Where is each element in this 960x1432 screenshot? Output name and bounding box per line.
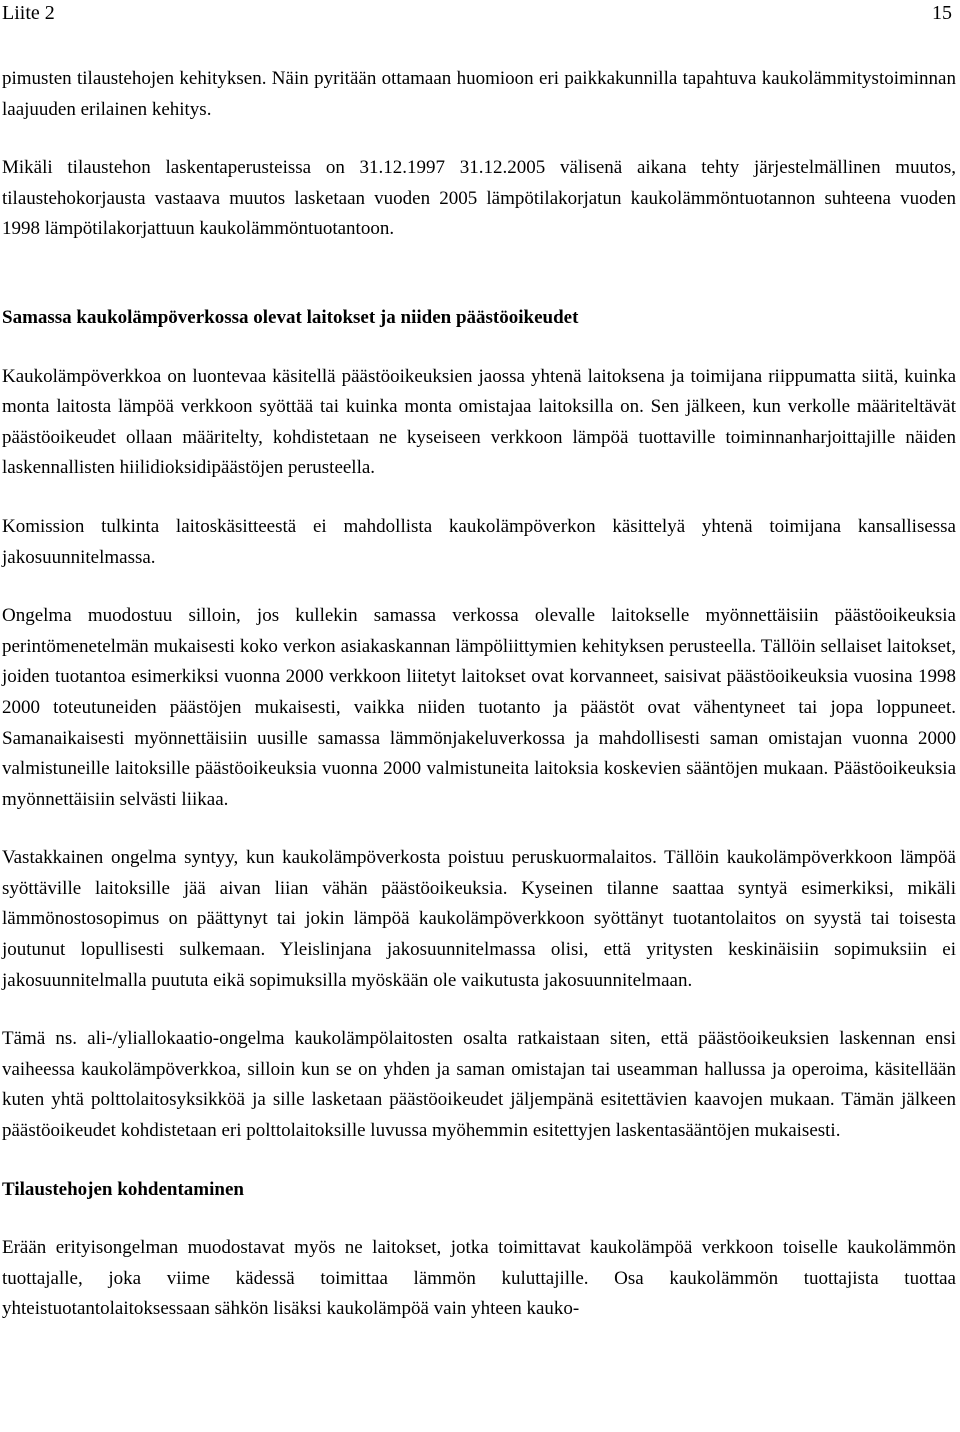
paragraph-tilausteho-change: Mikäli tilaustehon laskentaperusteissa on 31.12.1997 31.12.2005 välisenä aikana tehty järjestelmällinen muutos, tilaustehokorjausta vastaava muutos lasketaan vuoden 2005 lämpötilakorjatun kaukolämmöntuotannon suhteena vuoden 1998 lämpötilakorjattuun kaukolämmöntuotantoon.: [2, 157, 956, 240]
page-number: 15: [932, 2, 952, 24]
paragraph-overallocation: Ongelma muodostuu silloin, jos kullekin samassa verkossa olevalle laitokselle myönnettäisiin päästöoikeuksia perintömenetelmän mukaisesti koko verkon asiakaskannan lämpöliittymien kehityksen perusteella. Tällöin sellaiset laitokset, joiden tuotantoa esimerkiksi vuonna 2000 verkkoon liitetyt laitokset ovat korvanneet, saisivat päästöoikeuksia vuosina 1998 2000 toteutuneiden päästöjen mukaisesti, vaikka niiden tuotanto ja päästöt ovat vähentyneet tai jopa loppuneet. Samanaikaisesti myönnettäisiin uusille samassa lämmönjakeluverkossa ja mahdollisesti saman omistajan vuonna 2000 valmistuneille laitoksille päästöoikeuksia vuonna 2000 valmistuneita laitoksia koskevien sääntöjen mukaan. Päästöoikeuksia myönnettäisiin selvästi liikaa.: [2, 605, 956, 810]
paragraph-intro: pimusten tilaustehojen kehityksen. Näin pyritään ottamaan huomioon eri paikkakunnilla tapahtuva kaukolämmitystoiminnan laajuuden erilainen kehitys.: [2, 68, 956, 120]
paragraph-network-as-unit: Kaukolämpöverkkoa on luontevaa käsitellä päästöoikeuksien jaossa yhtenä laitoksena ja toimijana riippumatta siitä, kuinka monta laitosta lämpöä verkkoon syöttää tai kuinka monta omistajaa laitoksilla on. Sen jälkeen, kun verkolle määriteltävät päästöoikeudet ollaan määritelty, kohdistetaan ne kyseiseen verkkoon lämpöä tuottaville toiminnanharjoittajille näiden laskennallisten hiilidioksidipäästöjen perusteella.: [2, 365, 956, 479]
paragraph-special-problem: Erään erityisongelman muodostavat myös ne laitokset, jotka toimittavat kaukolämpöä verkkoon toiselle kaukolämmön tuottajalle, joka viime kädessä toimittaa lämmön kuluttajille. Osa kaukolämmön tuottajista tuottaa yhteistuotantolaitoksessaan sähkön lisäksi kaukolämpöä vain yhteen kauko-: [2, 1237, 956, 1320]
appendix-label: Liite 2: [2, 2, 55, 24]
document-body: [2, 64, 956, 1325]
paragraph-underallocation: Vastakkainen ongelma syntyy, kun kaukolämpöverkosta poistuu peruskuormalaitos. Tällöin kaukolämpöverkkoon lämpöä syöttäville laitoksille jää aivan liian vähän päästöoikeuksia. Kyseinen tilanne saattaa syntyä esimerkiksi, mikäli lämmönostosopimus on päättynyt tai jokin lämpöä kaukolämpöverkkoon syöttänyt tuotantolaitos on syystä tai toisesta joutunut lopullisesti sulkemaan. Yleislinjana jakosuunnitelmassa olisi, että yritysten keskinäisiin sopimuksiin ei jakosuunnitelmalla puututa eikä sopimuksilla myöskään ole vaikutusta jakosuunnitelmaan.: [2, 847, 956, 991]
heading-network-plants: Samassa kaukolämpöverkossa olevat laitokset ja niiden päästöoikeudet: [2, 306, 579, 328]
heading-capacity-allocation: Tilaustehojen kohdentaminen: [2, 1178, 244, 1200]
paragraph-solution: Tämä ns. ali-/yliallokaatio-ongelma kaukolämpölaitosten osalta ratkaistaan siten, että päästöoikeuksien laskennan ensi vaiheessa kaukolämpöverkkoa, silloin kun se on yhden ja saman omistajan tai useamman hallussa ja operoima, käsitellään kuten yhtä polttolaitosyksikköä ja sille lasketaan päästöoikeudet jäljempänä esitettävien kaavojen mukaan. Tämän jälkeen päästöoikeudet kohdistetaan eri polttolaitoksille luvussa myöhemmin esitettyjen laskentasääntöjen mukaisesti.: [2, 1028, 956, 1142]
paragraph-commission: Komission tulkinta laitoskäsitteestä ei mahdollista kaukolämpöverkon käsittelyä yhtenä toimijana kansallisessa jakosuunnitelmassa.: [2, 515, 956, 568]
page-header: [2, 0, 952, 26]
